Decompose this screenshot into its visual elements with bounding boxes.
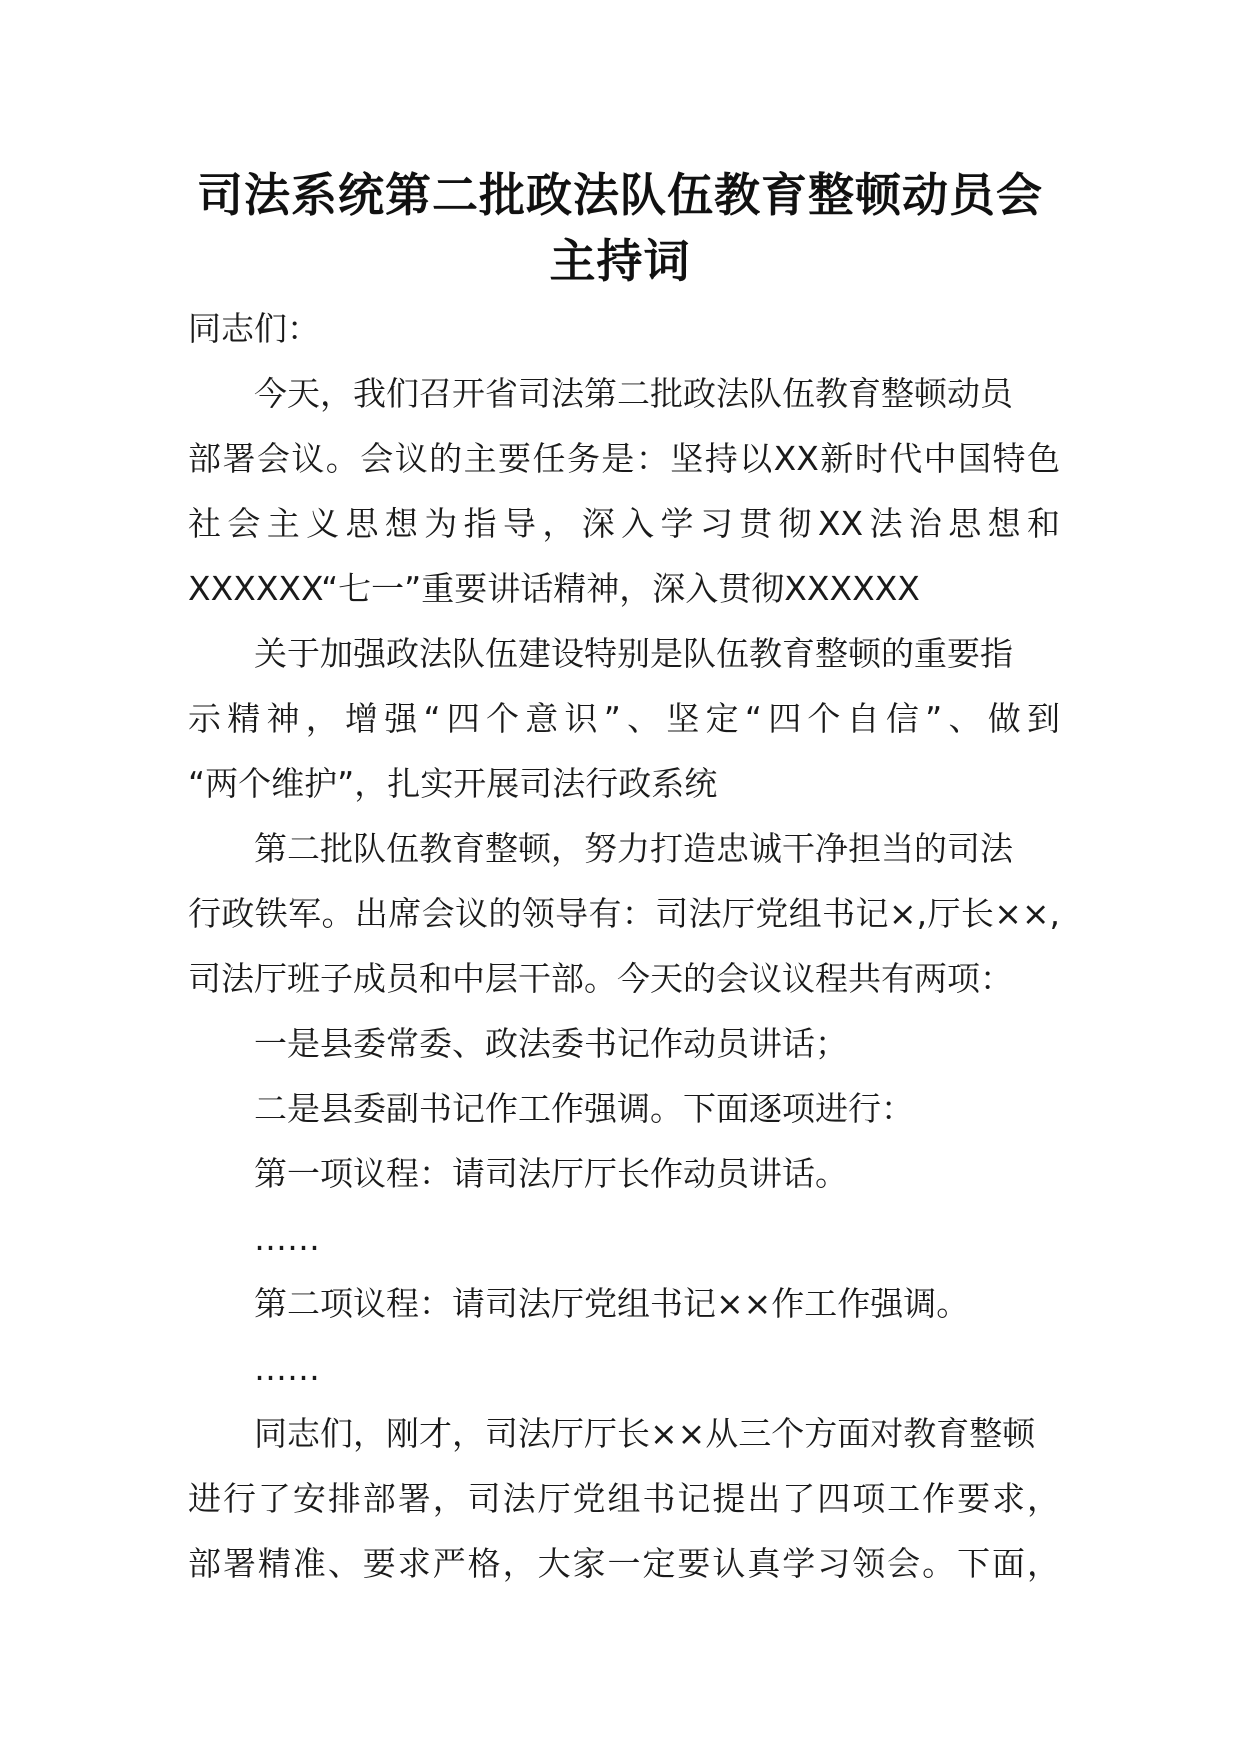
paragraph-line: XXXXXX“七一”重要讲话精神，深入贯彻XXXXXX — [188, 569, 920, 608]
salutation: 同志们： — [188, 309, 320, 348]
paragraph-line: 今天，我们召开省司法第二批政法队伍教育整顿动员 — [254, 374, 1013, 413]
paragraph-line: “两个维护”，扎实开展司法行政系统 — [188, 764, 718, 803]
paragraph-line: 社会主义思想为指导，深入学习贯彻XX法治思想和 — [188, 504, 1060, 543]
paragraph-line: 行政铁军。出席会议的领导有：司法厅党组书记×,厅长××, — [188, 894, 1060, 933]
agenda-step-1: 第一项议程：请司法厅厅长作动员讲话。 — [254, 1154, 848, 1193]
paragraph-line: 同志们，刚才，司法厅厅长××从三个方面对教育整顿 — [254, 1414, 1036, 1453]
document-body — [188, 296, 1060, 1596]
title-line-2: 主持词 — [549, 234, 691, 288]
ellipsis-line: …… — [254, 1219, 320, 1258]
agenda-step-2: 第二项议程：请司法厅党组书记××作工作强调。 — [254, 1284, 970, 1323]
paragraph-line: 关于加强政法队伍建设特别是队伍教育整顿的重要指 — [254, 634, 1013, 673]
paragraph-line: 第二批队伍教育整顿，努力打造忠诚干净担当的司法 — [254, 829, 1013, 868]
paragraph-line: 部署精准、要求严格，大家一定要认真学习领会。下面， — [188, 1544, 1060, 1583]
agenda-item-1: 一是县委常委、政法委书记作动员讲话； — [254, 1024, 848, 1063]
ellipsis-line: …… — [254, 1349, 320, 1388]
paragraph-line: 司法厅班子成员和中层干部。今天的会议议程共有两项： — [188, 959, 1013, 998]
title-line-1: 司法系统第二批政法队伍教育整顿动员会 — [197, 168, 1043, 222]
paragraph-line: 示精神，增强“四个意识”、坚定“四个自信”、做到 — [188, 699, 1060, 738]
document-title — [150, 162, 1090, 294]
agenda-item-2: 二是县委副书记作工作强调。下面逐项进行： — [254, 1089, 914, 1128]
paragraph-line: 部署会议。会议的主要任务是：坚持以XX新时代中国特色 — [188, 439, 1060, 478]
paragraph-line: 进行了安排部署，司法厅党组书记提出了四项工作要求， — [188, 1479, 1060, 1518]
